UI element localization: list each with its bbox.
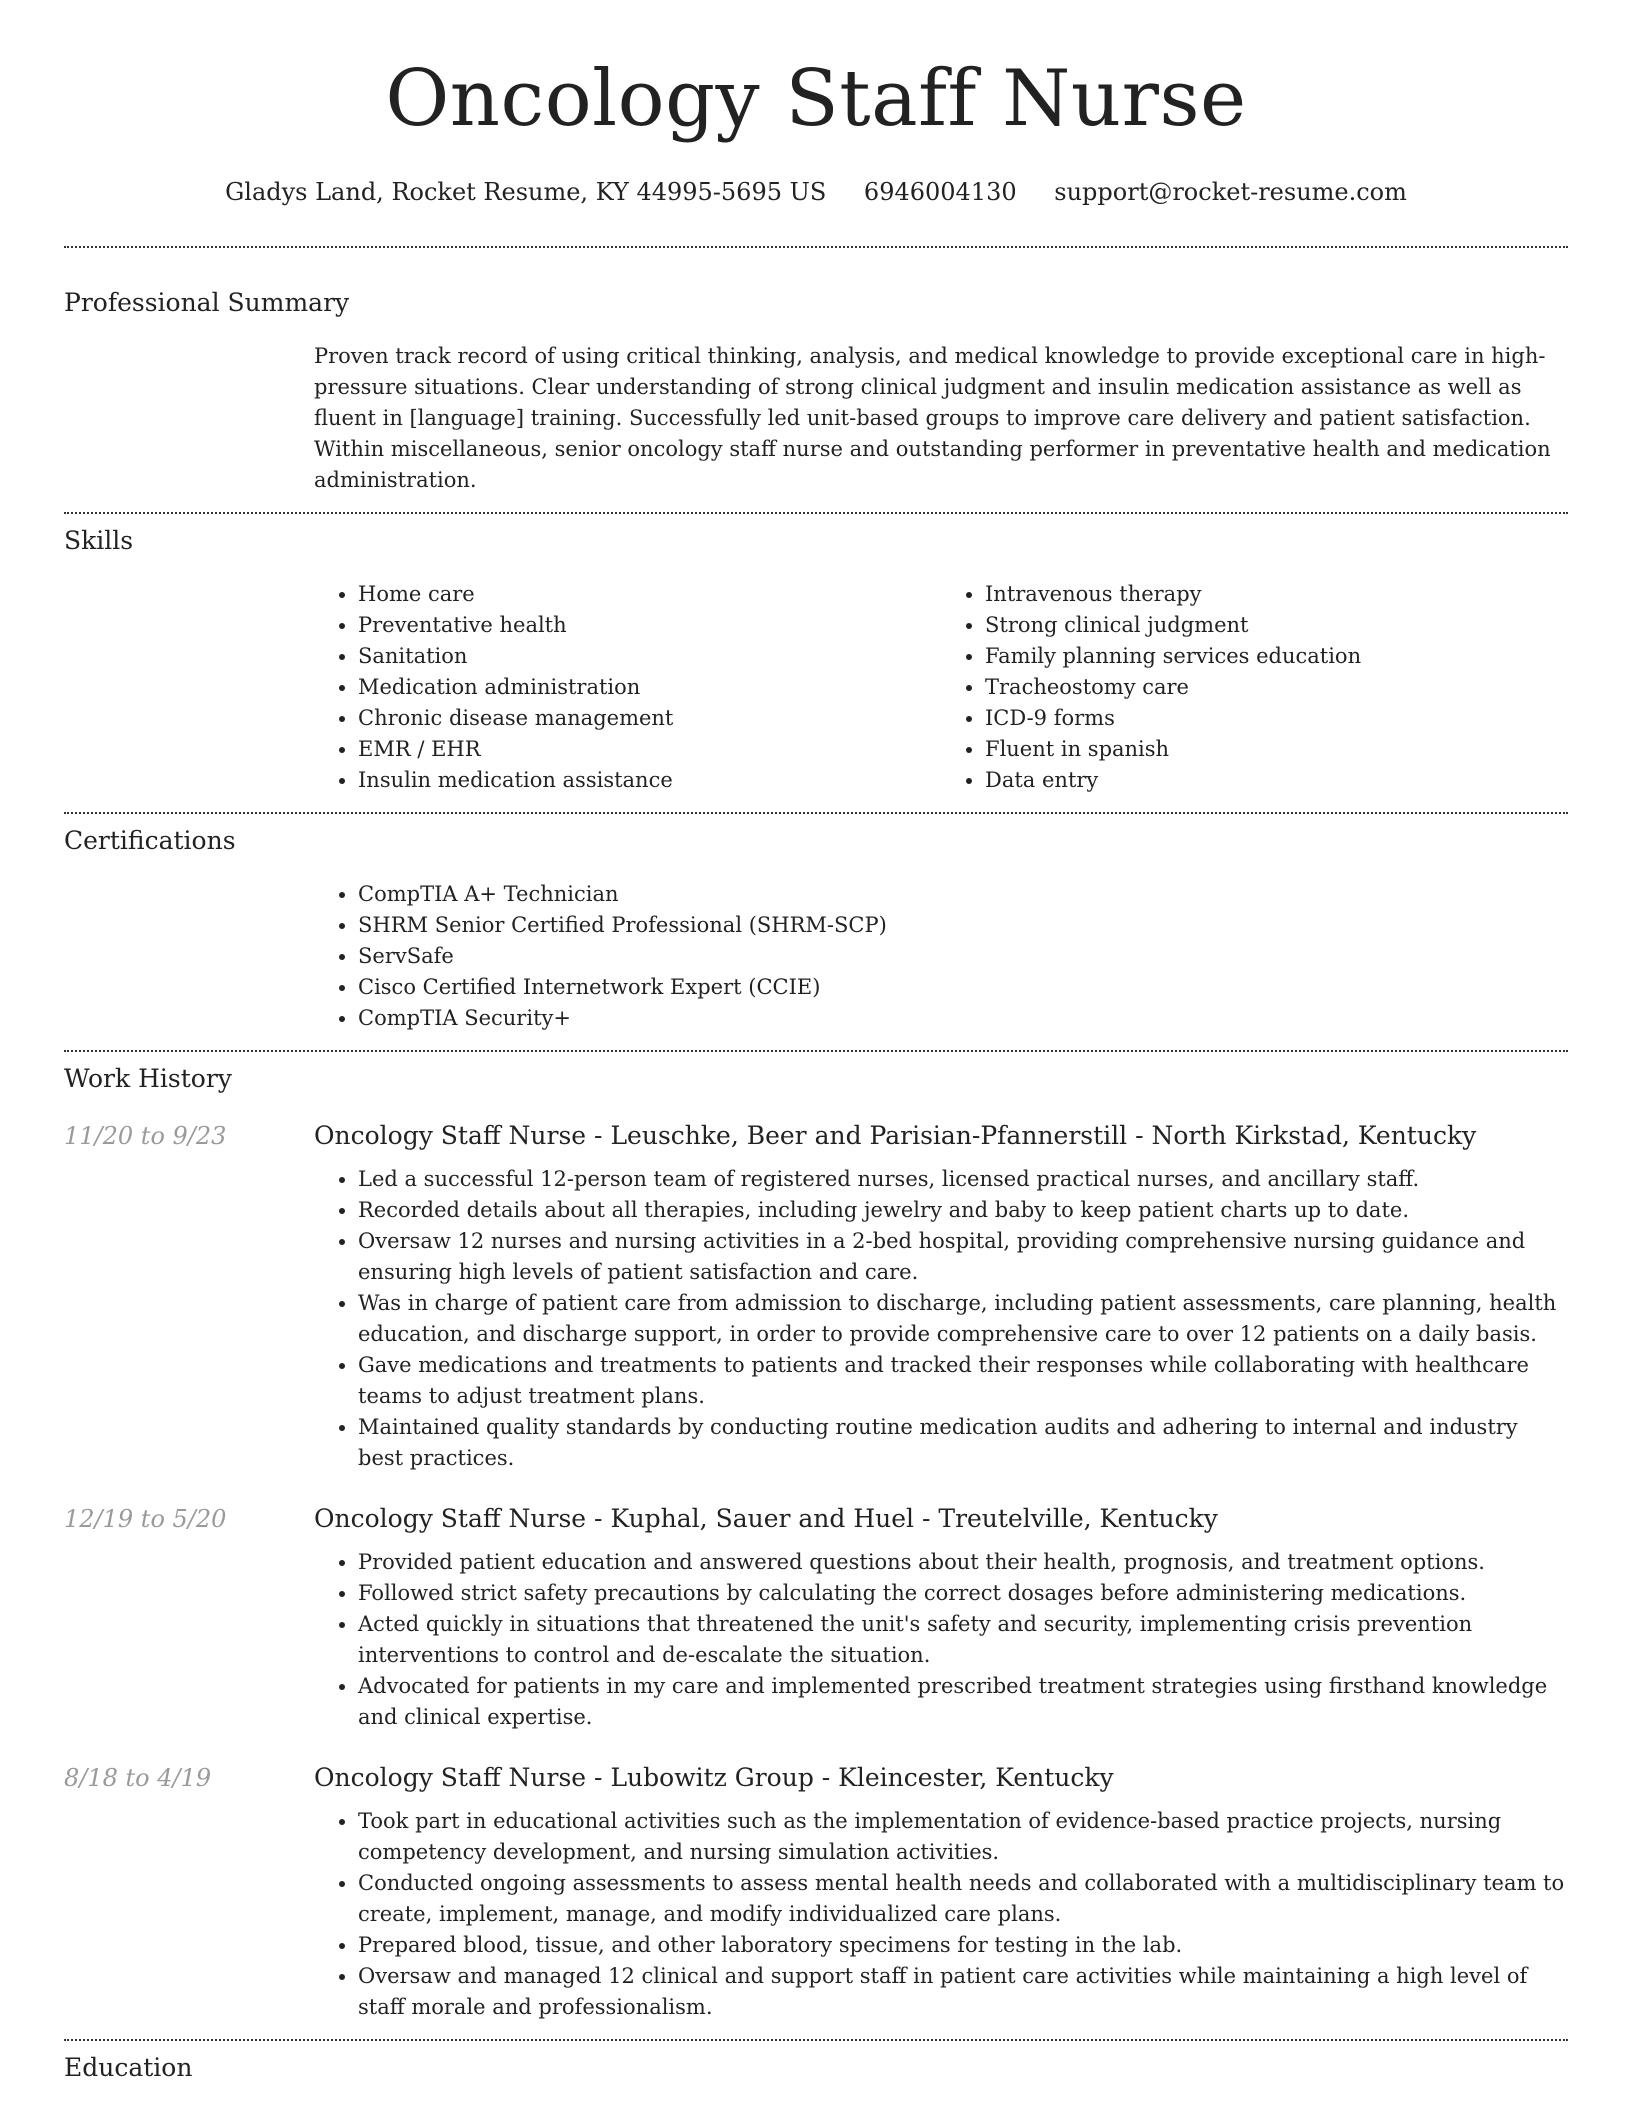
job-duties (314, 1547, 1568, 1733)
skill-item: • ICD-9 forms (985, 703, 1568, 734)
job-duties (314, 1806, 1568, 2023)
job-header (64, 1504, 1568, 1533)
summary-body (314, 341, 1568, 496)
work-history-heading: Work History (64, 1064, 232, 1093)
job-header (64, 1121, 1568, 1150)
skill-item: • Data entry (985, 765, 1568, 796)
contact-line (64, 178, 1568, 206)
job-duty: • Acted quickly in situations that threatened the unit's safety and security, implementing crisis prevention interventions to control and de-escalate the situation. (358, 1609, 1568, 1671)
certifications-list (314, 879, 1568, 1034)
skills-list (314, 579, 1568, 796)
skill-item: • Tracheostomy care (985, 672, 1568, 703)
skills-heading: Skills (64, 526, 134, 555)
contact-email: support@rocket-resume.com (1054, 178, 1407, 206)
skills-column-left (314, 579, 941, 796)
divider (64, 246, 1568, 248)
job-duty: • Recorded details about all therapies, including jewelry and baby to keep patient charts up to date. (358, 1195, 1568, 1226)
job-dates: 8/18 to 4/19 (64, 1764, 212, 1792)
certification-item: • Cisco Certified Internetwork Expert (CCIE) (358, 972, 1568, 1003)
job-dates: 12/19 to 5/20 (64, 1505, 227, 1533)
job-duty: • Was in charge of patient care from admission to discharge, including patient assessments, care planning, health education, and discharge support, in order to provide comprehensive care to over 12 patients on a daily basis. (358, 1288, 1568, 1350)
job-duty: • Conducted ongoing assessments to assess mental health needs and collaborated with a multidisciplinary team to create, implement, manage, and modify individualized care plans. (358, 1868, 1568, 1930)
divider (64, 2039, 1568, 2041)
certifications-heading: Certifications (64, 826, 236, 855)
skill-item: • Home care (358, 579, 941, 610)
job-duty: • Maintained quality standards by conducting routine medication audits and adhering to internal and industry best practices. (358, 1412, 1568, 1474)
certification-item: • CompTIA A+ Technician (358, 879, 1568, 910)
job-duty: • Led a successful 12-person team of registered nurses, licensed practical nurses, and ancillary staff. (358, 1164, 1568, 1195)
resume-page (64, 0, 1568, 2082)
contact-phone: 6946004130 (863, 178, 1017, 206)
job-duty: • Provided patient education and answered questions about their health, prognosis, and treatment options. (358, 1547, 1568, 1578)
skill-item: • Intravenous therapy (985, 579, 1568, 610)
job-duty: • Advocated for patients in my care and implemented prescribed treatment strategies using firsthand knowledge and clinical expertise. (358, 1671, 1568, 1733)
skill-item: • EMR / EHR (358, 734, 941, 765)
job-title: Oncology Staff Nurse - Lubowitz Group - Kleincester, Kentucky (314, 1763, 1114, 1792)
job-duty: • Prepared blood, tissue, and other laboratory specimens for testing in the lab. (358, 1930, 1568, 1961)
divider (64, 512, 1568, 514)
certifications-bullets (314, 879, 1568, 1034)
skill-item: • Medication administration (358, 672, 941, 703)
job-title: Oncology Staff Nurse - Leuschke, Beer and Parisian-Pfannerstill - North Kirkstad, Kentucky (314, 1121, 1477, 1150)
skill-item: • Preventative health (358, 610, 941, 641)
certification-item: • CompTIA Security+ (358, 1003, 1568, 1034)
job-duties (314, 1164, 1568, 1474)
job-title: Oncology Staff Nurse - Kuphal, Sauer and Huel - Treutelville, Kentucky (314, 1504, 1218, 1533)
job-entry (64, 1121, 1568, 1474)
skills-column-right (941, 579, 1568, 796)
certification-item: • ServSafe (358, 941, 1568, 972)
job-duty-list (314, 1164, 1568, 1474)
job-duty: • Oversaw 12 nurses and nursing activities in a 2-bed hospital, providing comprehensive nursing guidance and ensuring high levels of patient satisfaction and care. (358, 1226, 1568, 1288)
job-header (64, 1763, 1568, 1792)
job-dates: 11/20 to 9/23 (64, 1122, 227, 1150)
divider (64, 1050, 1568, 1052)
education-heading: Education (64, 2053, 193, 2082)
job-duty: • Followed strict safety precautions by calculating the correct dosages before administering medications. (358, 1578, 1568, 1609)
divider (64, 812, 1568, 814)
summary-text: Proven track record of using critical thinking, analysis, and medical knowledge to provide exceptional care in high-pressure situations. Clear understanding of strong clinical judgment and insulin medication assistance as well as fluent in [language] training. Successfully led unit-based groups to improve care delivery and patient satisfaction. Within miscellaneous, senior oncology staff nurse and outstanding performer in preventative health and medication administration. (314, 344, 1551, 492)
skill-item: • Family planning services education (985, 641, 1568, 672)
job-entry (64, 1504, 1568, 1733)
skill-item: • Insulin medication assistance (358, 765, 941, 796)
skill-item: • Strong clinical judgment (985, 610, 1568, 641)
summary-heading: Professional Summary (64, 288, 350, 317)
skill-item: • Sanitation (358, 641, 941, 672)
job-duty-list (314, 1806, 1568, 2023)
skill-item: • Fluent in spanish (985, 734, 1568, 765)
job-duty: • Oversaw and managed 12 clinical and support staff in patient care activities while maintaining a high level of staff morale and professionalism. (358, 1961, 1568, 2023)
certification-item: • SHRM Senior Certified Professional (SHRM-SCP) (358, 910, 1568, 941)
contact-address: Gladys Land, Rocket Resume, KY 44995-5695 US (225, 178, 827, 206)
resume-title: Oncology Staff Nurse (385, 54, 1247, 144)
job-duty: • Gave medications and treatments to patients and tracked their responses while collaborating with healthcare teams to adjust treatment plans. (358, 1350, 1568, 1412)
skill-item: • Chronic disease management (358, 703, 941, 734)
job-duty: • Took part in educational activities such as the implementation of evidence-based practice projects, nursing competency development, and nursing simulation activities. (358, 1806, 1568, 1868)
job-duty-list (314, 1547, 1568, 1733)
job-entry (64, 1763, 1568, 2023)
